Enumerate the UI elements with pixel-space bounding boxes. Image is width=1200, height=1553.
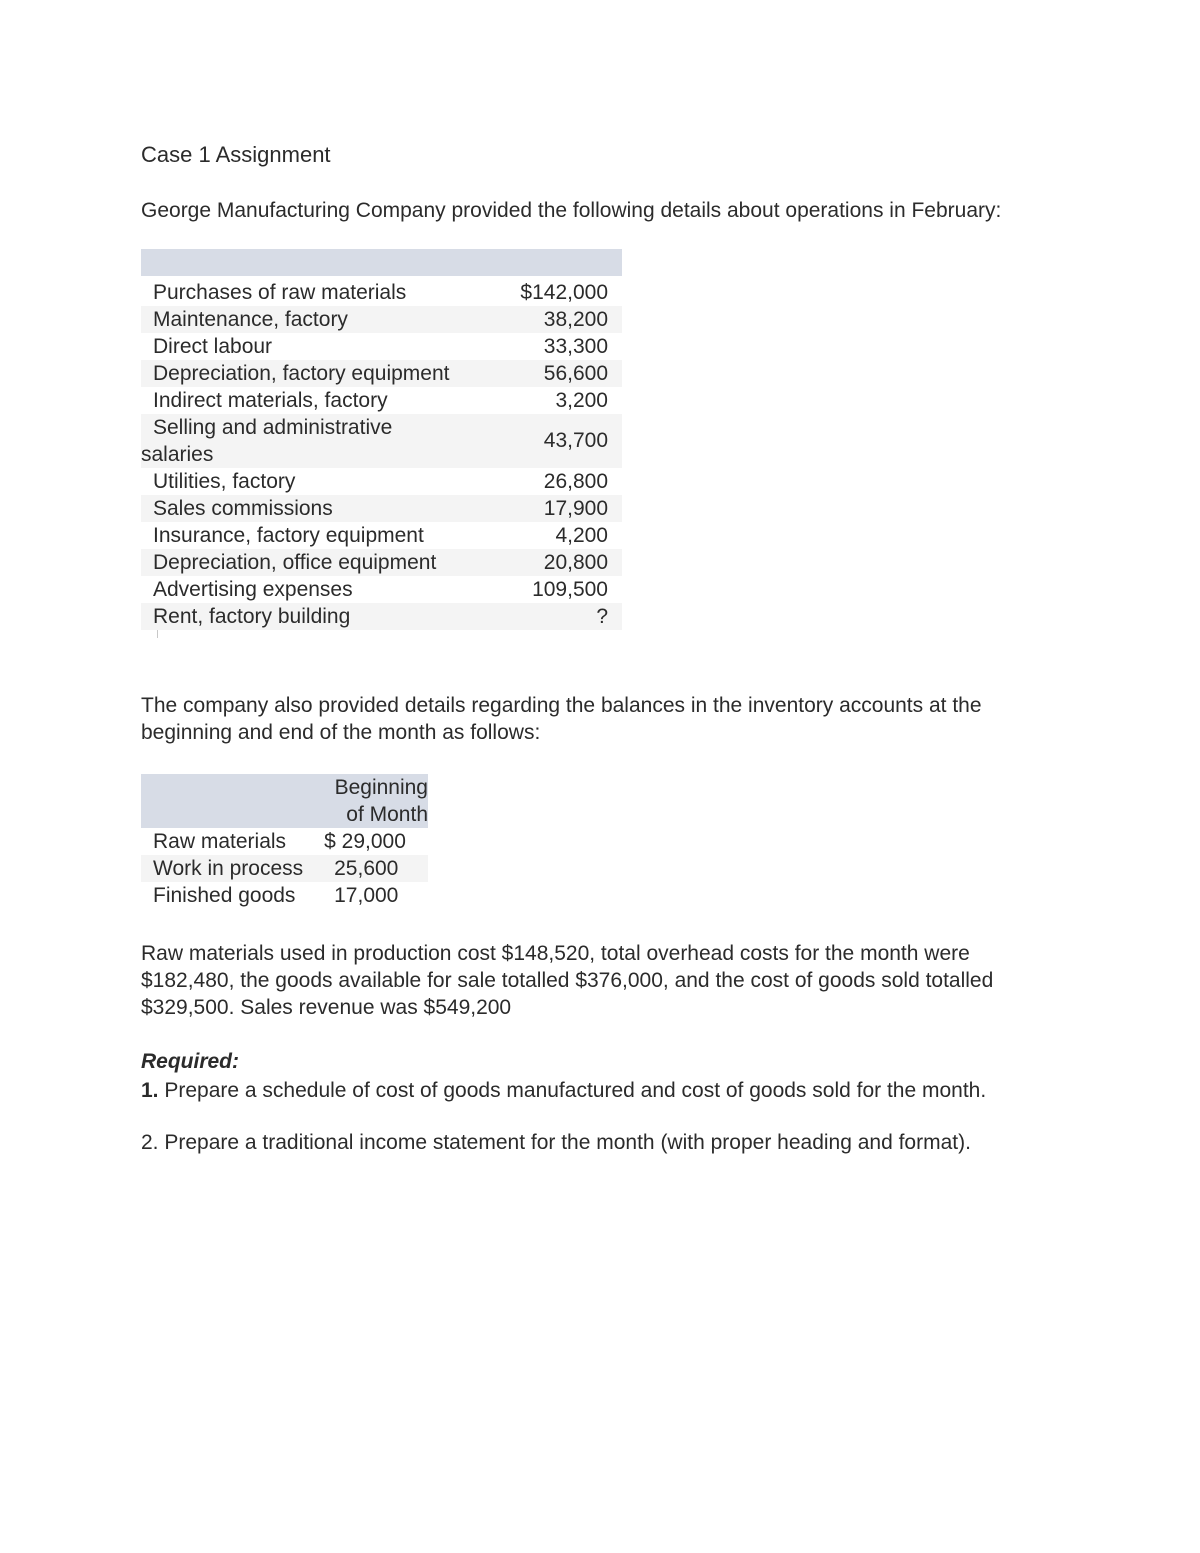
- inventory-value: 25,600: [314, 855, 428, 882]
- expense-value: 17,900: [480, 495, 622, 522]
- inventory-label: Work in process: [141, 855, 314, 882]
- table-row: [141, 360, 622, 387]
- intro-paragraph: George Manufacturing Company provided the following details about operations in February:: [141, 199, 1002, 222]
- table-row: [141, 495, 622, 522]
- expense-value: 33,300: [543, 334, 608, 358]
- expense-label: Rent, factory building: [141, 603, 480, 630]
- table-row: [141, 576, 622, 603]
- table-row: [141, 279, 622, 306]
- expense-label: Utilities, factory: [153, 469, 296, 493]
- expenses-table: [141, 249, 622, 630]
- document-title: Case 1 Assignment: [141, 142, 331, 167]
- table-row: [141, 414, 622, 468]
- expenses-table-header: [141, 249, 622, 276]
- text-cursor-mark: [157, 630, 158, 638]
- question-1: [141, 1077, 1061, 1105]
- table-row: [141, 882, 428, 909]
- expense-value: 4,200: [555, 523, 608, 547]
- expense-value: 38,200: [480, 306, 622, 333]
- inventory-label: Finished goods: [153, 884, 296, 907]
- inventory-column-header: Beginning of Month: [314, 774, 428, 828]
- summary-paragraph: Raw materials used in production cost $148,520, total overhead costs for the month were $182,480, the goods available for sale totalled $376,000, and the cost of goods sold totalled $329,500. Sales revenue was $549,200: [141, 942, 994, 1019]
- expense-label: Depreciation, factory equipment: [141, 360, 480, 387]
- table-row: [141, 855, 428, 882]
- table-row: [141, 549, 622, 576]
- expense-value: 109,500: [532, 577, 608, 601]
- table-row: [141, 828, 428, 855]
- expense-label: Purchases of raw materials: [153, 280, 407, 304]
- expense-label: Direct labour: [153, 334, 273, 358]
- inventory-value: 17,000: [334, 884, 399, 907]
- expense-value: 56,600: [480, 360, 622, 387]
- expense-value: 20,800: [480, 549, 622, 576]
- inventory-value: $ 29,000: [324, 830, 406, 853]
- inventory-intro-paragraph: The company also provided details regarding the balances in the inventory accounts at the beginning and end of the month as follows:: [141, 694, 982, 744]
- question-2: 2. Prepare a traditional income statement for the month (with proper heading and format).: [141, 1131, 971, 1154]
- expense-label: Insurance, factory equipment: [153, 523, 424, 547]
- inventory-label: Raw materials: [153, 830, 287, 853]
- table-row: [141, 387, 622, 414]
- expense-label: Advertising expenses: [153, 577, 353, 601]
- expense-label: Sales commissions: [141, 495, 480, 522]
- table-row: [141, 306, 622, 333]
- expense-value: 43,700: [480, 414, 622, 468]
- expense-value: $142,000: [520, 280, 608, 304]
- table-row: [141, 333, 622, 360]
- table-row: [141, 522, 622, 549]
- inventory-table-header: [141, 774, 428, 828]
- required-section: [141, 1048, 1061, 1157]
- question-1-text: Prepare a schedule of cost of goods manufactured and cost of goods sold for the month.: [158, 1079, 987, 1102]
- expense-label: Indirect materials, factory: [153, 388, 388, 412]
- inventory-table: [141, 774, 428, 909]
- table-row: [141, 603, 622, 630]
- expense-label: Maintenance, factory: [141, 306, 480, 333]
- expense-value: 3,200: [555, 388, 608, 412]
- expense-value: 26,800: [543, 469, 608, 493]
- expense-label: Selling and administrative salaries: [141, 414, 480, 468]
- required-heading: Required:: [141, 1050, 240, 1073]
- expense-label: Depreciation, office equipment: [141, 549, 480, 576]
- table-row: [141, 468, 622, 495]
- expense-value: ?: [480, 603, 622, 630]
- question-1-number: 1.: [141, 1079, 159, 1102]
- document-page: [141, 140, 1061, 1157]
